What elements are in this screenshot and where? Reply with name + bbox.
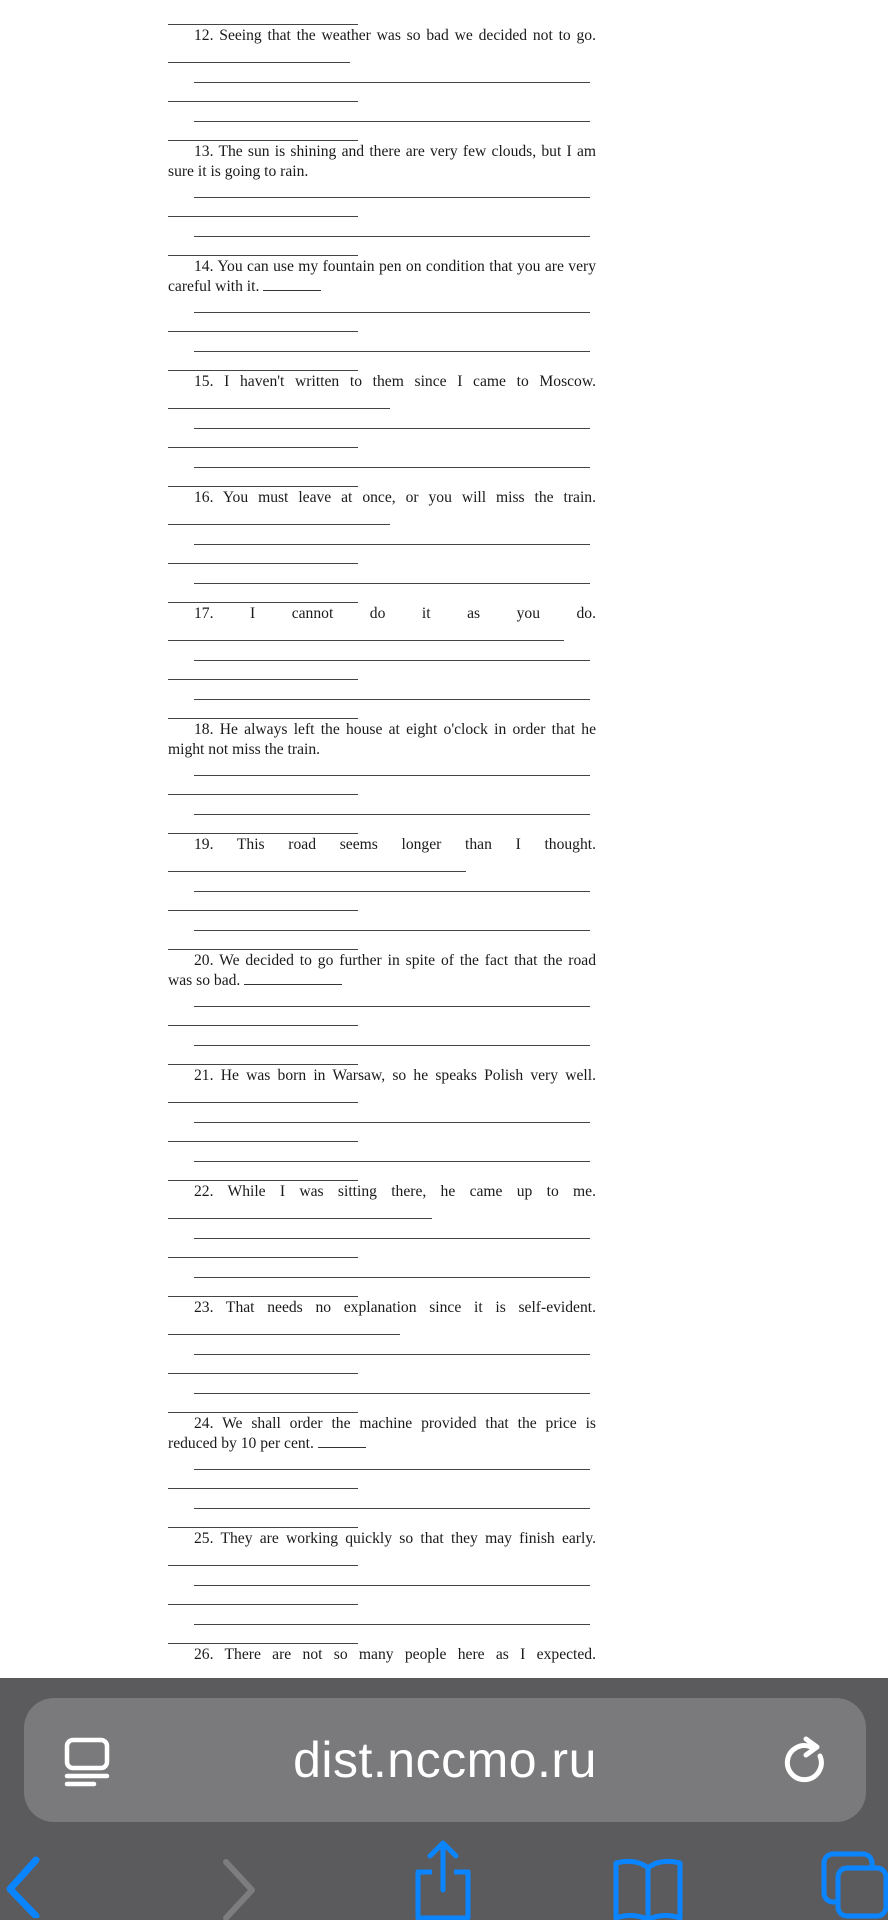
answer-line bbox=[194, 1624, 590, 1625]
back-chevron-icon[interactable] bbox=[0, 1852, 48, 1918]
exercise-item-20: 20. We decided to go further in spite of the fact that the road was so bad. bbox=[168, 952, 596, 989]
answer-line bbox=[168, 1180, 358, 1181]
answer-line bbox=[168, 24, 358, 25]
answer-line bbox=[194, 544, 590, 545]
exercise-item-21: 21. He was born in Warsaw, so he speaks Polish very well. bbox=[194, 1067, 596, 1084]
answer-line bbox=[194, 1469, 590, 1470]
answer-line bbox=[168, 1064, 358, 1065]
answer-line bbox=[168, 679, 358, 680]
answer-line bbox=[168, 833, 358, 834]
answer-line bbox=[168, 794, 358, 795]
browser-toolbar bbox=[0, 1678, 888, 1920]
exercise-item-18: 18. He always left the house at eight o'clock in order that he might not miss the train. bbox=[168, 721, 596, 758]
address-bar[interactable] bbox=[24, 1698, 866, 1822]
inline-blank bbox=[263, 289, 321, 291]
answer-line bbox=[194, 891, 590, 892]
answer-line bbox=[168, 640, 564, 641]
answer-line bbox=[168, 1334, 400, 1335]
exercise-item-25: 25. They are working quickly so that they may finish early. bbox=[194, 1530, 596, 1547]
share-icon[interactable] bbox=[412, 1838, 474, 1920]
forward-chevron-icon[interactable] bbox=[218, 1858, 262, 1920]
answer-line bbox=[194, 121, 590, 122]
answer-line bbox=[168, 1296, 358, 1297]
answer-line bbox=[194, 428, 590, 429]
answer-line bbox=[168, 910, 358, 911]
answer-line bbox=[168, 370, 358, 371]
exercise-item-12: 12. Seeing that the weather was so bad we decided not to go. bbox=[194, 27, 596, 44]
answer-line bbox=[168, 101, 358, 102]
answer-line bbox=[194, 583, 590, 584]
answer-line bbox=[168, 1527, 358, 1528]
exercise-item-19: 19. This road seems longer than I thought. bbox=[194, 836, 596, 853]
answer-line bbox=[194, 930, 590, 931]
answer-line bbox=[168, 1565, 358, 1566]
exercise-item-13: 13. The sun is shining and there are very few clouds, but I am sure it is going to rain. bbox=[168, 143, 596, 180]
answer-line bbox=[194, 351, 590, 352]
exercise-item-16: 16. You must leave at once, or you will miss the train. bbox=[194, 489, 596, 506]
answer-line bbox=[168, 1488, 358, 1489]
answer-line bbox=[194, 467, 590, 468]
answer-line bbox=[194, 82, 590, 83]
exercise-item-22: 22. While I was sitting there, he came up to me. bbox=[194, 1183, 596, 1200]
answer-line bbox=[194, 197, 590, 198]
answer-line bbox=[168, 486, 358, 487]
answer-line bbox=[168, 718, 358, 719]
answer-line bbox=[194, 1508, 590, 1509]
answer-line bbox=[194, 1238, 590, 1239]
answer-line bbox=[168, 447, 358, 448]
answer-line bbox=[194, 1354, 590, 1355]
exercise-item-26: 26. There are not so many people here as I expected. bbox=[194, 1646, 596, 1663]
answer-line bbox=[168, 563, 358, 564]
answer-line bbox=[194, 1161, 590, 1162]
answer-line bbox=[194, 1585, 590, 1586]
answer-line bbox=[168, 871, 466, 872]
exercise-item-24: 24. We shall order the machine provided that the price is reduced by 10 per cent. bbox=[168, 1415, 596, 1452]
answer-line bbox=[194, 1393, 590, 1394]
bookmarks-book-icon[interactable] bbox=[612, 1856, 684, 1920]
tabs-icon[interactable] bbox=[820, 1848, 888, 1920]
answer-line bbox=[168, 1412, 358, 1413]
answer-line bbox=[194, 1277, 590, 1278]
answer-line bbox=[194, 236, 590, 237]
answer-line bbox=[168, 1025, 358, 1026]
answer-line bbox=[168, 524, 390, 525]
answer-line bbox=[194, 775, 590, 776]
answer-line bbox=[168, 949, 358, 950]
answer-line bbox=[194, 1006, 590, 1007]
answer-line bbox=[168, 216, 358, 217]
answer-line bbox=[194, 1045, 590, 1046]
answer-line bbox=[168, 140, 358, 141]
answer-line bbox=[168, 1373, 358, 1374]
answer-line bbox=[168, 1141, 358, 1142]
reload-icon[interactable] bbox=[780, 1736, 832, 1788]
answer-line bbox=[194, 814, 590, 815]
exercise-item-14: 14. You can use my fountain pen on condition that you are very careful with it. bbox=[168, 258, 596, 295]
answer-line bbox=[168, 255, 358, 256]
answer-line bbox=[194, 312, 590, 313]
answer-line bbox=[194, 699, 590, 700]
exercise-item-23: 23. That needs no explanation since it is self-evident. bbox=[194, 1299, 596, 1316]
answer-line bbox=[168, 1102, 358, 1103]
answer-line bbox=[168, 1257, 358, 1258]
inline-blank bbox=[244, 983, 342, 985]
exercise-item-17: 17. I cannot do it as you do. bbox=[194, 605, 596, 622]
answer-line bbox=[168, 331, 358, 332]
exercise-item-15: 15. I haven't written to them since I came to Moscow. bbox=[194, 373, 596, 390]
url-text[interactable]: dist.nccmo.ru bbox=[293, 1732, 597, 1788]
answer-line bbox=[168, 408, 390, 409]
inline-blank bbox=[318, 1446, 366, 1448]
answer-line bbox=[168, 1643, 358, 1644]
answer-line bbox=[168, 62, 350, 63]
answer-line bbox=[168, 1218, 432, 1219]
answer-line bbox=[194, 660, 590, 661]
answer-line bbox=[168, 602, 358, 603]
answer-line bbox=[168, 1604, 358, 1605]
answer-line bbox=[194, 1122, 590, 1123]
